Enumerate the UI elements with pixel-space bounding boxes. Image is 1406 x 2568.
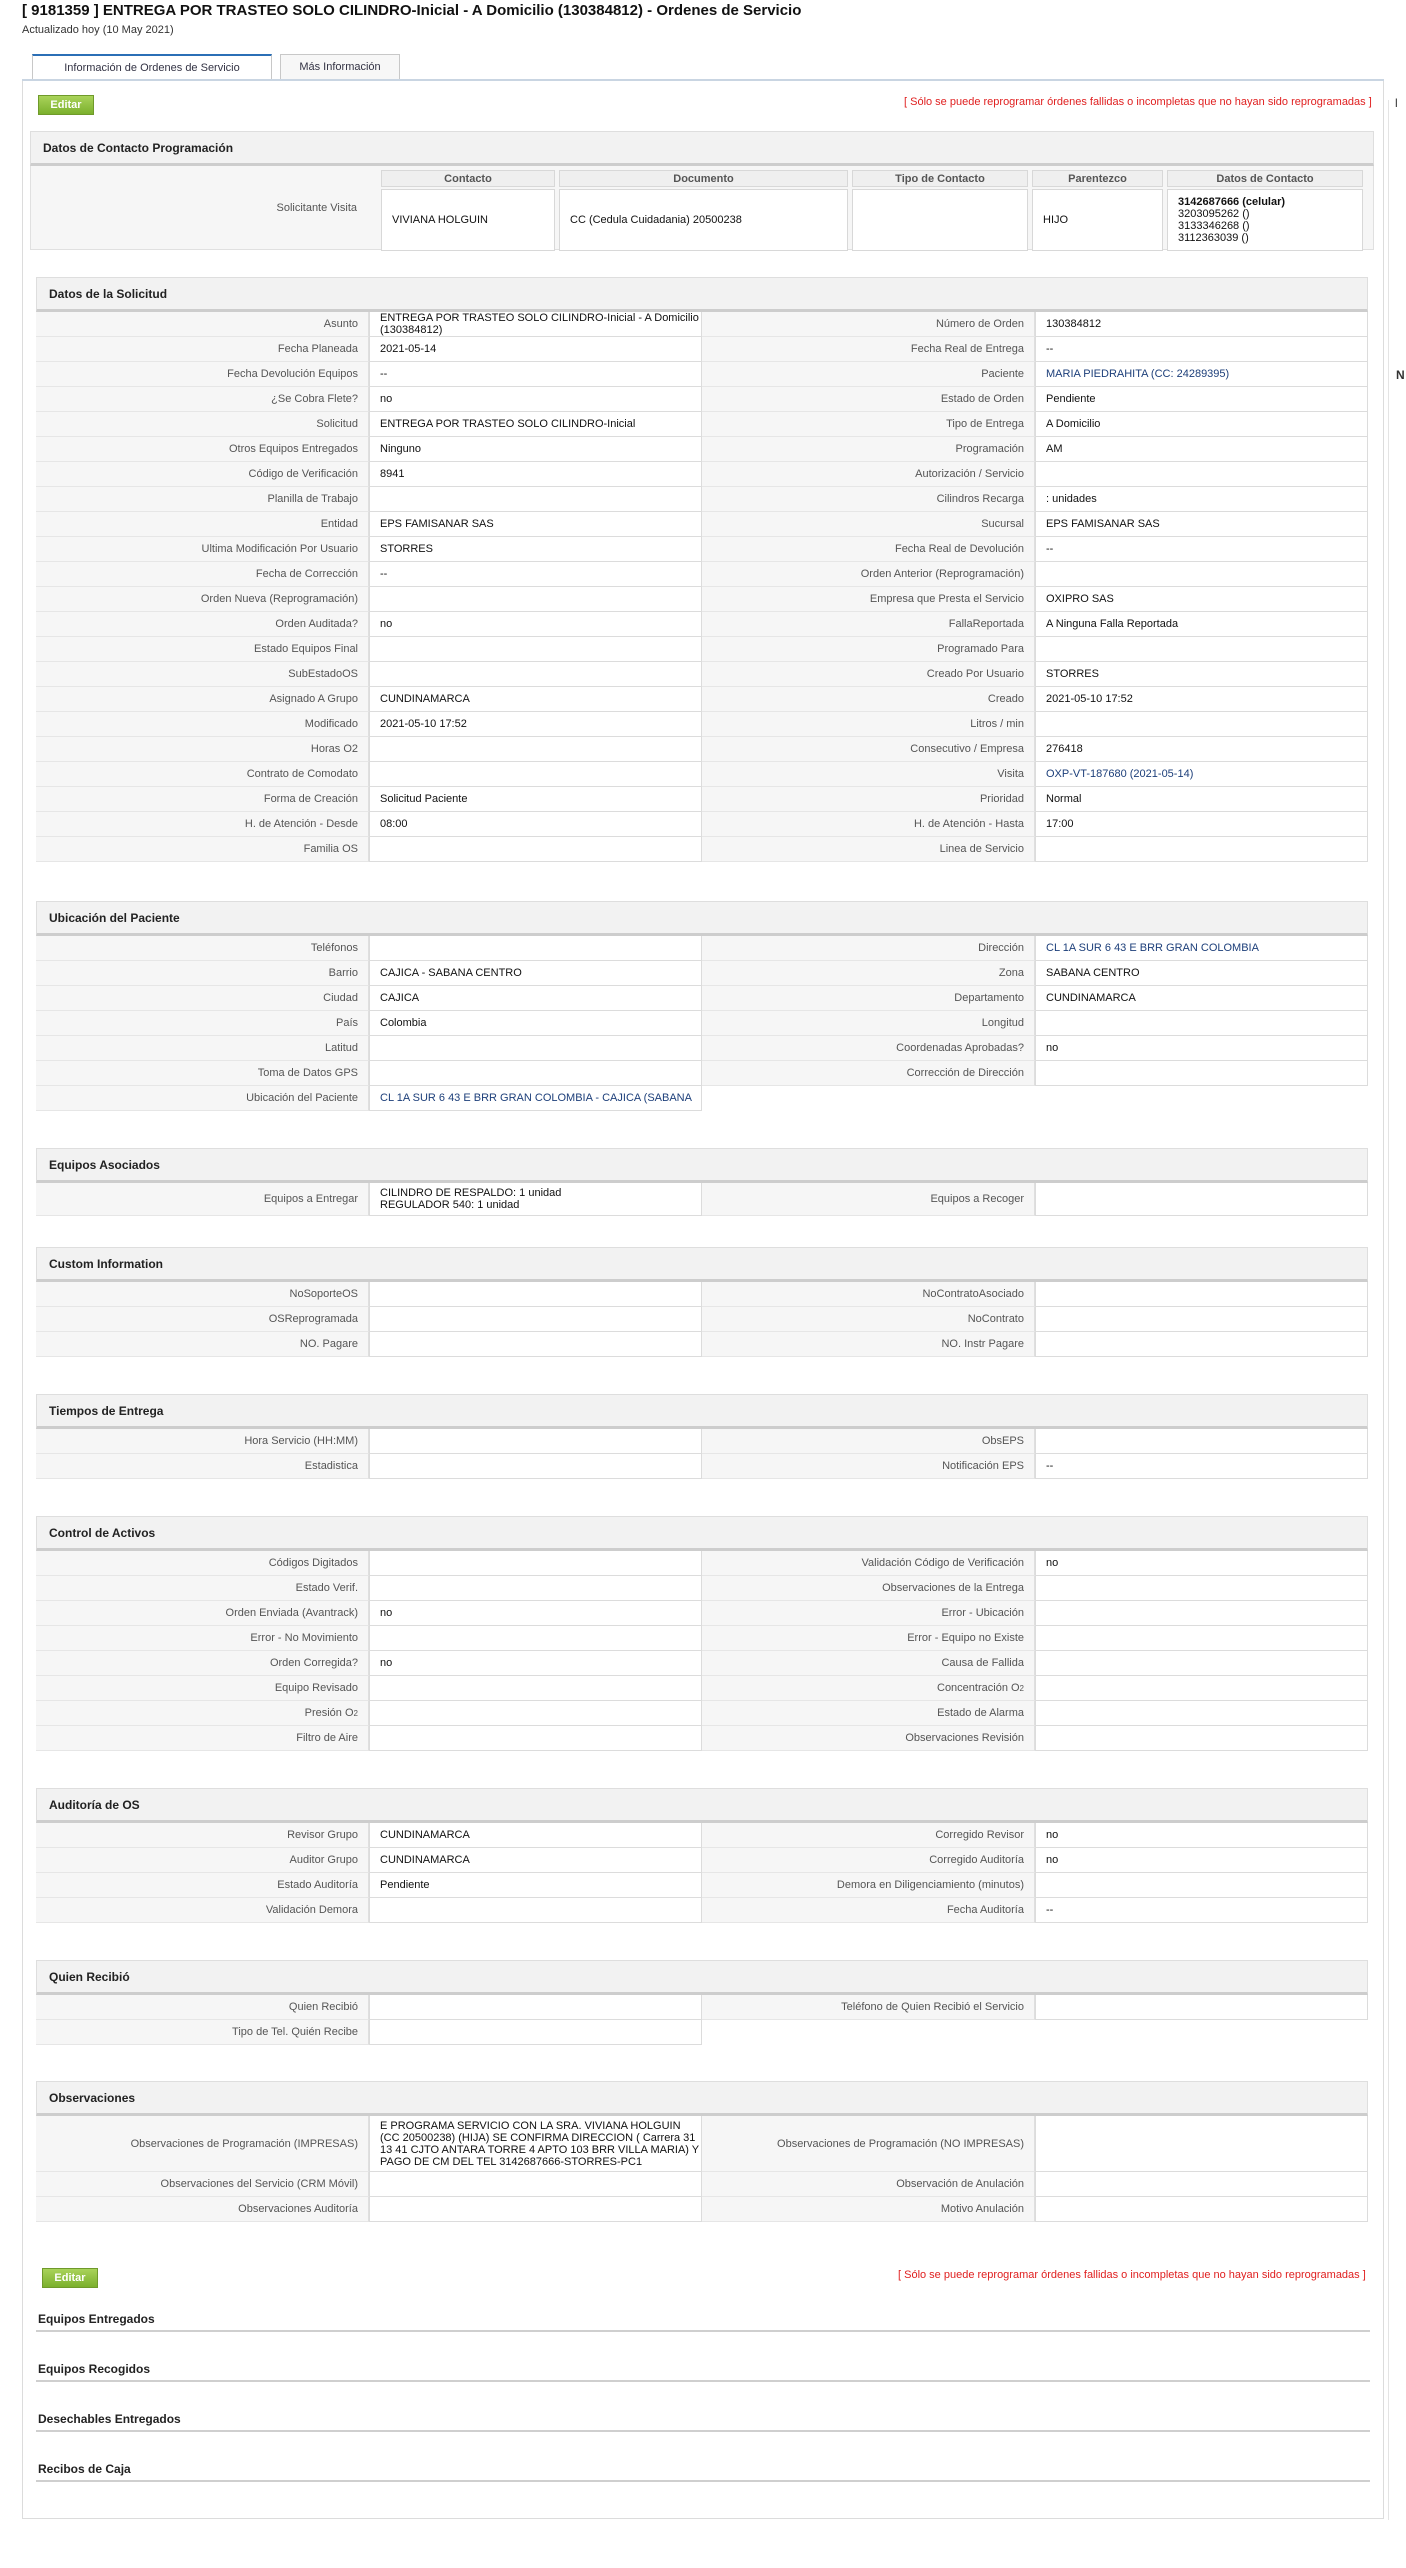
- auditoria-section: [36, 1788, 1368, 1923]
- field-value: --: [369, 362, 702, 387]
- desechables-entregados-header: Desechables Entregados: [36, 2406, 1370, 2432]
- contact-table: [377, 168, 1367, 253]
- observaciones-title: Observaciones: [36, 2081, 1368, 2116]
- contact-section: [30, 131, 1374, 250]
- subscript-two: 2: [1019, 1683, 1024, 1693]
- col-contacto: Contacto: [381, 170, 555, 187]
- field-label: Longitud: [702, 1011, 1035, 1036]
- field-label: Entidad: [36, 512, 369, 537]
- field-value: EPS FAMISANAR SAS: [1035, 512, 1368, 537]
- field-label: Planilla de Trabajo: [36, 487, 369, 512]
- field-value: [369, 762, 702, 787]
- field-label: Error - No Movimiento: [36, 1626, 369, 1651]
- reschedule-warning-bottom: [ Sólo se puede reprogramar órdenes fallidas o incompletas que no hayan sido reprogramadas ]: [898, 2269, 1366, 2281]
- field-value: CILINDRO DE RESPALDO: 1 unidad REGULADOR 540: 1 unidad: [369, 1183, 702, 1216]
- contact-phone-2: 3203095262 (): [1178, 208, 1250, 220]
- field-label: Orden Anterior (Reprogramación): [702, 562, 1035, 587]
- field-value: [369, 637, 702, 662]
- field-label: NoContratoAsociado: [702, 1282, 1035, 1307]
- field-label: Latitud: [36, 1036, 369, 1061]
- field-value: [1035, 1601, 1368, 1626]
- auditoria-grid: [36, 1823, 1368, 1923]
- field-label: Causa de Fallida: [702, 1651, 1035, 1676]
- field-label: Hora Servicio (HH:MM): [36, 1429, 369, 1454]
- field-label: Litros / min: [702, 712, 1035, 737]
- field-label: Validación Código de Verificación: [702, 1551, 1035, 1576]
- contact-relationship: HIJO: [1032, 189, 1163, 251]
- field-value: CL 1A SUR 6 43 E BRR GRAN COLOMBIA - CAJICA (SABANA: [369, 1086, 702, 1111]
- recibos-caja-header: Recibos de Caja: [36, 2456, 1370, 2482]
- field-value: [369, 662, 702, 687]
- field-label: Orden Auditada?: [36, 612, 369, 637]
- field-label: Creado: [702, 687, 1035, 712]
- field-label: Estado Equipos Final: [36, 637, 369, 662]
- custom-title: Custom Information: [36, 1247, 1368, 1282]
- field-value: MARIA PIEDRAHITA (CC: 24289395): [1035, 362, 1368, 387]
- field-label: Consecutivo / Empresa: [702, 737, 1035, 762]
- field-label: Programado Para: [702, 637, 1035, 662]
- field-value: Pendiente: [1035, 387, 1368, 412]
- field-value: [1035, 2172, 1368, 2197]
- col-datos: Datos de Contacto: [1167, 170, 1363, 187]
- field-value: no: [369, 387, 702, 412]
- field-value: [1035, 1011, 1368, 1036]
- field-label: Error - Equipo no Existe: [702, 1626, 1035, 1651]
- observaciones-grid: [36, 2116, 1368, 2172]
- field-label: Observaciones Revisión: [702, 1726, 1035, 1751]
- field-value: 2021-05-10 17:52: [369, 712, 702, 737]
- field-value: no: [1035, 1036, 1368, 1061]
- field-label: Fecha Real de Entrega: [702, 337, 1035, 362]
- field-label: Zona: [702, 961, 1035, 986]
- field-value: [369, 487, 702, 512]
- field-value: [369, 2020, 702, 2045]
- contact-body: [30, 166, 1374, 250]
- field-value: [369, 1576, 702, 1601]
- field-label: Visita: [702, 762, 1035, 787]
- recibio-title: Quien Recibió: [36, 1960, 1368, 1995]
- field-value: [1035, 1576, 1368, 1601]
- equipos-entregados-header: Equipos Entregados: [36, 2306, 1370, 2332]
- field-value: [1035, 1873, 1368, 1898]
- equipos-section: [36, 1148, 1368, 1216]
- last-updated: Actualizado hoy (10 May 2021): [22, 24, 174, 36]
- field-value: CUNDINAMARCA: [369, 1848, 702, 1873]
- field-value: [369, 936, 702, 961]
- field-label: Estadistica: [36, 1454, 369, 1479]
- contact-document: CC (Cedula Cuidadania) 20500238: [559, 189, 848, 251]
- field-label: H. de Atención - Hasta: [702, 812, 1035, 837]
- field-label: ¿Se Cobra Flete?: [36, 387, 369, 412]
- field-value: 2021-05-14: [369, 337, 702, 362]
- field-label: Observación de Anulación: [702, 2172, 1035, 2197]
- field-label: Departamento: [702, 986, 1035, 1011]
- field-value: [369, 2172, 702, 2197]
- field-value: [1035, 2116, 1368, 2172]
- field-value: no: [1035, 1848, 1368, 1873]
- right-edge-line: [1388, 100, 1389, 2520]
- equipos-grid: [36, 1183, 1368, 1216]
- col-documento: Documento: [559, 170, 848, 187]
- field-label: Observaciones de Programación (NO IMPRESAS): [702, 2116, 1035, 2172]
- field-value: [369, 1282, 702, 1307]
- field-label: Auditor Grupo: [36, 1848, 369, 1873]
- field-label: Paciente: [702, 362, 1035, 387]
- field-value: CUNDINAMARCA: [369, 1823, 702, 1848]
- field-label: Ciudad: [36, 986, 369, 1011]
- field-label: Modificado: [36, 712, 369, 737]
- recibio-section: [36, 1960, 1368, 2045]
- tiempos-grid: [36, 1429, 1368, 1479]
- field-value: Colombia: [369, 1011, 702, 1036]
- contact-data: [1167, 189, 1363, 251]
- field-value: A Domicilio: [1035, 412, 1368, 437]
- field-label: Notificación EPS: [702, 1454, 1035, 1479]
- field-value: --: [1035, 1454, 1368, 1479]
- ubicacion-last-row: [36, 1086, 1368, 1111]
- field-label: Sucursal: [702, 512, 1035, 537]
- field-label: Prioridad: [702, 787, 1035, 812]
- field-label: Orden Corregida?: [36, 1651, 369, 1676]
- field-label: Tipo de Tel. Quién Recibe: [36, 2020, 369, 2045]
- field-label: Estado Verif.: [36, 1576, 369, 1601]
- reschedule-warning-top: [ Sólo se puede reprogramar órdenes fallidas o incompletas que no hayan sido reprogramadas ]: [904, 96, 1372, 108]
- field-label: Motivo Anulación: [702, 2197, 1035, 2222]
- field-value: [369, 1061, 702, 1086]
- field-value: no: [369, 612, 702, 637]
- solicitud-title: Datos de la Solicitud: [36, 277, 1368, 312]
- field-label: País: [36, 1011, 369, 1036]
- field-value: [1035, 712, 1368, 737]
- field-value: [369, 1551, 702, 1576]
- page-title: [ 9181359 ] ENTREGA POR TRASTEO SOLO CILINDRO-Inicial - A Domicilio (130384812) - Ordenes de Servicio: [22, 2, 802, 19]
- field-value: [1035, 2197, 1368, 2222]
- field-value: 130384812: [1035, 312, 1368, 337]
- field-value: [369, 1307, 702, 1332]
- contact-phone-1: 3142687666 (celular): [1178, 196, 1286, 208]
- field-label: Observaciones de Programación (IMPRESAS): [36, 2116, 369, 2172]
- custom-grid: [36, 1282, 1368, 1357]
- field-label: Otros Equipos Entregados: [36, 437, 369, 462]
- contact-phone-4: 3112363039 (): [1178, 232, 1249, 244]
- field-value: AM: [1035, 437, 1368, 462]
- edit-button-bottom[interactable]: Editar: [42, 2268, 98, 2288]
- field-label: Ultima Modificación Por Usuario: [36, 537, 369, 562]
- field-value: [369, 1995, 702, 2020]
- field-value: [369, 1332, 702, 1357]
- field-label: NO. Instr Pagare: [702, 1332, 1035, 1357]
- field-label: Equipos a Recoger: [702, 1183, 1035, 1216]
- field-label: Linea de Servicio: [702, 837, 1035, 862]
- field-label: Observaciones de la Entrega: [702, 1576, 1035, 1601]
- field-value: [1035, 1726, 1368, 1751]
- field-value: --: [1035, 1898, 1368, 1923]
- field-value: [1035, 1183, 1368, 1216]
- field-value: 2021-05-10 17:52: [1035, 687, 1368, 712]
- field-label: Corrección de Dirección: [702, 1061, 1035, 1086]
- field-value: STORRES: [369, 537, 702, 562]
- control-grid: [36, 1551, 1368, 1751]
- field-value: [369, 1429, 702, 1454]
- field-value: STORRES: [1035, 662, 1368, 687]
- field-value: SABANA CENTRO: [1035, 961, 1368, 986]
- field-value: A Ninguna Falla Reportada: [1035, 612, 1368, 637]
- field-value: [1035, 462, 1368, 487]
- field-label: SubEstadoOS: [36, 662, 369, 687]
- field-label: Equipos a Entregar: [36, 1183, 369, 1216]
- field-label: ObsEPS: [702, 1429, 1035, 1454]
- tab-bar: [32, 54, 408, 80]
- contact-row-label: Solicitante Visita: [276, 201, 357, 214]
- field-value: [1035, 1061, 1368, 1086]
- field-value: [1035, 1995, 1368, 2020]
- field-label: Estado Auditoría: [36, 1873, 369, 1898]
- field-value: 276418: [1035, 737, 1368, 762]
- tab-order-info[interactable]: Información de Ordenes de Servicio: [32, 54, 272, 79]
- field-label: Autorización / Servicio: [702, 462, 1035, 487]
- field-label: Concentración O 2: [702, 1676, 1035, 1701]
- field-value: Pendiente: [369, 1873, 702, 1898]
- field-label: Solicitud: [36, 412, 369, 437]
- tiempos-title: Tiempos de Entrega: [36, 1394, 1368, 1429]
- field-value: [369, 1626, 702, 1651]
- field-label: Contrato de Comodato: [36, 762, 369, 787]
- observaciones-section: [36, 2081, 1368, 2222]
- field-label: Familia OS: [36, 837, 369, 862]
- field-label: Código de Verificación: [36, 462, 369, 487]
- field-label: Fecha Auditoría: [702, 1898, 1035, 1923]
- control-title: Control de Activos: [36, 1516, 1368, 1551]
- field-value: --: [369, 562, 702, 587]
- equipos-recogidos-header: Equipos Recogidos: [36, 2356, 1370, 2382]
- field-value: ENTREGA POR TRASTEO SOLO CILINDRO-Inicial - A Domicilio (130384812): [369, 312, 702, 337]
- side-marker-top: l: [1395, 96, 1398, 110]
- contact-name: VIVIANA HOLGUIN: [381, 189, 555, 251]
- field-value: [369, 1898, 702, 1923]
- field-label: Fecha de Corrección: [36, 562, 369, 587]
- contact-phone-3: 3133346268 (): [1178, 220, 1250, 232]
- field-value: [1035, 1626, 1368, 1651]
- field-label: Tipo de Entrega: [702, 412, 1035, 437]
- field-label: Corregido Revisor: [702, 1823, 1035, 1848]
- field-label: Observaciones Auditoría: [36, 2197, 369, 2222]
- field-value: CUNDINAMARCA: [1035, 986, 1368, 1011]
- contact-section-title: Datos de Contacto Programación: [30, 131, 1374, 166]
- field-label: Estado de Alarma: [702, 1701, 1035, 1726]
- field-label: Orden Nueva (Reprogramación): [36, 587, 369, 612]
- field-value: [369, 837, 702, 862]
- ubicacion-section: [36, 901, 1368, 1111]
- field-value: [1035, 1651, 1368, 1676]
- field-label: Asunto: [36, 312, 369, 337]
- field-value: 08:00: [369, 812, 702, 837]
- field-label: Forma de Creación: [36, 787, 369, 812]
- field-value: [369, 1036, 702, 1061]
- auditoria-title: Auditoría de OS: [36, 1788, 1368, 1823]
- field-value: CUNDINAMARCA: [369, 687, 702, 712]
- field-label: Fecha Devolución Equipos: [36, 362, 369, 387]
- ubicacion-grid: [36, 936, 1368, 1086]
- field-value: [1035, 837, 1368, 862]
- field-value: [1035, 1282, 1368, 1307]
- field-label: Cilindros Recarga: [702, 487, 1035, 512]
- field-value: CAJICA - SABANA CENTRO: [369, 961, 702, 986]
- field-value: Normal: [1035, 787, 1368, 812]
- field-value: no: [369, 1601, 702, 1626]
- field-label: Fecha Real de Devolución: [702, 537, 1035, 562]
- field-label: Estado de Orden: [702, 387, 1035, 412]
- field-label: Fecha Planeada: [36, 337, 369, 362]
- field-label: NO. Pagare: [36, 1332, 369, 1357]
- field-label: Teléfono de Quien Recibió el Servicio: [702, 1995, 1035, 2020]
- field-label: Demora en Diligenciamiento (minutos): [702, 1873, 1035, 1898]
- field-value: no: [1035, 1823, 1368, 1848]
- field-label: Observaciones del Servicio (CRM Móvil): [36, 2172, 369, 2197]
- contact-type: [852, 189, 1028, 251]
- field-value: CL 1A SUR 6 43 E BRR GRAN COLOMBIA: [1035, 936, 1368, 961]
- field-label: Quien Recibió: [36, 1995, 369, 2020]
- solicitud-section: [36, 277, 1368, 862]
- field-label: Toma de Datos GPS: [36, 1061, 369, 1086]
- field-value: [369, 1701, 702, 1726]
- field-value: --: [1035, 537, 1368, 562]
- edit-button-top[interactable]: Editar: [38, 95, 94, 115]
- field-value: [1035, 1701, 1368, 1726]
- field-label: Presión O 2: [36, 1701, 369, 1726]
- field-label: Número de Orden: [702, 312, 1035, 337]
- field-label: Corregido Auditoría: [702, 1848, 1035, 1873]
- field-value: --: [1035, 337, 1368, 362]
- field-value: [369, 587, 702, 612]
- field-value: Solicitud Paciente: [369, 787, 702, 812]
- side-marker-mid: N: [1396, 368, 1405, 382]
- field-label: Creado Por Usuario: [702, 662, 1035, 687]
- field-label: Ubicación del Paciente: [36, 1086, 369, 1111]
- field-value: ENTREGA POR TRASTEO SOLO CILINDRO-Inicial: [369, 412, 702, 437]
- field-value: OXP-VT-187680 (2021-05-14): [1035, 762, 1368, 787]
- field-label: Asignado A Grupo: [36, 687, 369, 712]
- field-value: 17:00: [1035, 812, 1368, 837]
- field-value: [1035, 637, 1368, 662]
- field-label: Programación: [702, 437, 1035, 462]
- field-label: Revisor Grupo: [36, 1823, 369, 1848]
- field-value: no: [1035, 1551, 1368, 1576]
- frame-top-border: [22, 79, 1384, 81]
- field-label: Teléfonos: [36, 936, 369, 961]
- field-value: [369, 1454, 702, 1479]
- field-label: Barrio: [36, 961, 369, 986]
- field-value: EPS FAMISANAR SAS: [369, 512, 702, 537]
- field-value: [1035, 1332, 1368, 1357]
- field-label: Validación Demora: [36, 1898, 369, 1923]
- field-label: Horas O2: [36, 737, 369, 762]
- field-value: [1035, 562, 1368, 587]
- field-label: FallaReportada: [702, 612, 1035, 637]
- field-value: CAJICA: [369, 986, 702, 1011]
- field-value: Ninguno: [369, 437, 702, 462]
- tiempos-section: [36, 1394, 1368, 1479]
- field-value: [1035, 1429, 1368, 1454]
- field-value: [1035, 1307, 1368, 1332]
- equipos-title: Equipos Asociados: [36, 1148, 1368, 1183]
- tab-more-info[interactable]: Más Información: [280, 54, 400, 79]
- field-value: : unidades: [1035, 487, 1368, 512]
- col-parentezco: Parentezco: [1032, 170, 1163, 187]
- field-value: [369, 2197, 702, 2222]
- recibio-grid: [36, 1995, 1368, 2045]
- solicitud-grid: [36, 312, 1368, 862]
- field-label: Error - Ubicación: [702, 1601, 1035, 1626]
- control-section: [36, 1516, 1368, 1751]
- observaciones-grid-rest: [36, 2172, 1368, 2222]
- custom-section: [36, 1247, 1368, 1357]
- field-value: [1035, 1676, 1368, 1701]
- field-value: 8941: [369, 462, 702, 487]
- ubicacion-title: Ubicación del Paciente: [36, 901, 1368, 936]
- field-label: Empresa que Presta el Servicio: [702, 587, 1035, 612]
- field-value: [369, 1726, 702, 1751]
- field-label: Orden Enviada (Avantrack): [36, 1601, 369, 1626]
- col-tipo: Tipo de Contacto: [852, 170, 1028, 187]
- field-label: Coordenadas Aprobadas?: [702, 1036, 1035, 1061]
- field-value: [369, 1676, 702, 1701]
- field-label: H. de Atención - Desde: [36, 812, 369, 837]
- subscript-two: 2: [353, 1708, 358, 1718]
- field-label: NoSoporteOS: [36, 1282, 369, 1307]
- field-label: Códigos Digitados: [36, 1551, 369, 1576]
- field-label: Equipo Revisado: [36, 1676, 369, 1701]
- field-value: no: [369, 1651, 702, 1676]
- field-label: OSReprogramada: [36, 1307, 369, 1332]
- field-label: Filtro de Aire: [36, 1726, 369, 1751]
- field-label: Dirección: [702, 936, 1035, 961]
- field-label: NoContrato: [702, 1307, 1035, 1332]
- field-value: [369, 737, 702, 762]
- field-value: OXIPRO SAS: [1035, 587, 1368, 612]
- field-value: E PROGRAMA SERVICIO CON LA SRA. VIVIANA HOLGUIN (CC 20500238) (HIJA) SE CONFIRMA DIRECCION ( Carrera 31 13 41 CJTO ANTARA TORRE 4 APTO 103 BRR VILLA MARIA) Y PAGO DE CM DEL TEL 3142687666-STORRES-PC1: [369, 2116, 702, 2172]
